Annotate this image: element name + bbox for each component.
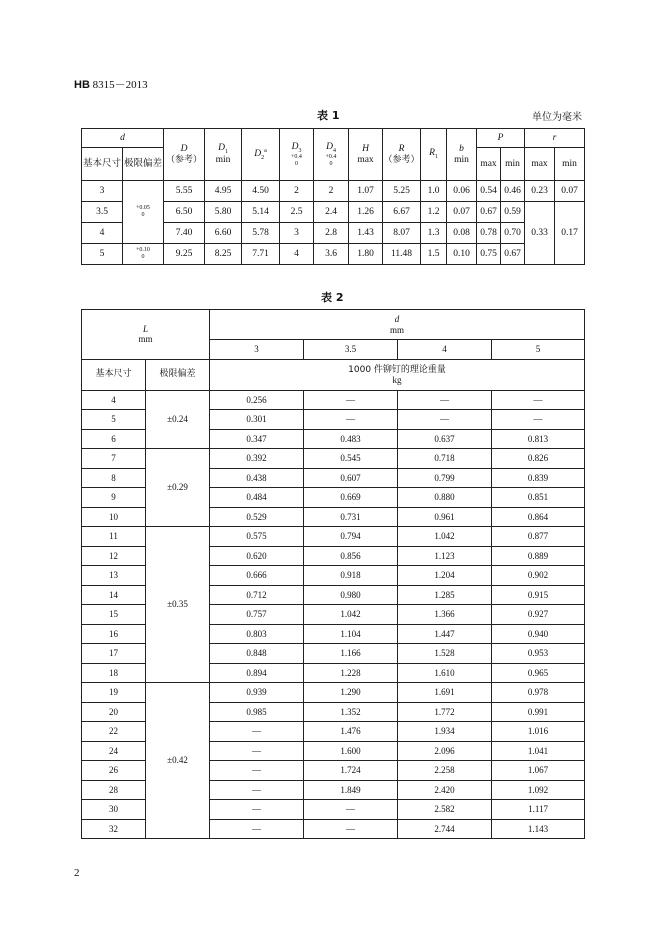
t1-cell: 2.5 bbox=[280, 202, 314, 223]
t1-tol-b: +0.10 0 bbox=[123, 244, 164, 265]
weight-cell: 0.607 bbox=[304, 468, 398, 488]
deviation-cell: ±0.24 bbox=[146, 390, 210, 449]
table1 bbox=[81, 128, 585, 265]
t2-head-L: L mm bbox=[82, 310, 210, 360]
weight-cell: 0.392 bbox=[210, 449, 304, 469]
t1-head-H: H max bbox=[349, 129, 383, 181]
weight-cell: 0.575 bbox=[210, 527, 304, 547]
weight-cell: 0.826 bbox=[492, 449, 585, 469]
length-cell: 30 bbox=[82, 800, 146, 820]
weight-cell: 1.447 bbox=[398, 624, 492, 644]
weight-cell: — bbox=[304, 800, 398, 820]
weight-cell: 0.889 bbox=[492, 546, 585, 566]
t1-cell: 3 bbox=[280, 223, 314, 244]
deviation-cell: ±0.42 bbox=[146, 683, 210, 839]
document-header bbox=[74, 76, 148, 92]
weight-cell: 0.545 bbox=[304, 449, 398, 469]
weight-cell: 0.864 bbox=[492, 507, 585, 527]
t1-head-D4: $D_4$ +0.4 0 bbox=[314, 129, 349, 181]
weight-cell: 0.484 bbox=[210, 488, 304, 508]
t1-cell: 1.2 bbox=[421, 202, 447, 223]
t1-head-p-max: max bbox=[477, 148, 501, 181]
length-cell: 14 bbox=[82, 585, 146, 605]
length-cell: 8 bbox=[82, 468, 146, 488]
page-number: 2 bbox=[74, 867, 80, 879]
weight-cell: 1.016 bbox=[492, 722, 585, 742]
length-cell: 16 bbox=[82, 624, 146, 644]
t1-head-dev: 极限偏差 bbox=[123, 148, 164, 181]
weight-cell: 1.849 bbox=[304, 780, 398, 800]
weight-cell: — bbox=[210, 819, 304, 839]
weight-cell: — bbox=[398, 410, 492, 430]
t1-cell: 4 bbox=[82, 223, 123, 244]
t1-cell: 0.59 bbox=[501, 202, 525, 223]
t1-cell: 5.78 bbox=[242, 223, 280, 244]
t1-cell: 4 bbox=[280, 244, 314, 265]
t1-cell: 0.67 bbox=[477, 202, 501, 223]
weight-cell: 0.799 bbox=[398, 468, 492, 488]
weight-cell: 0.256 bbox=[210, 390, 304, 410]
t1-head-D3: $D_3$ +0.4 0 bbox=[280, 129, 314, 181]
weight-cell: 1.042 bbox=[398, 527, 492, 547]
weight-cell: 0.666 bbox=[210, 566, 304, 586]
weight-cell: 0.877 bbox=[492, 527, 585, 547]
t1-cell: 2.8 bbox=[314, 223, 349, 244]
table-row bbox=[82, 683, 585, 703]
weight-cell: — bbox=[304, 819, 398, 839]
weight-cell: 1.166 bbox=[304, 644, 398, 664]
t1-cell: 0.08 bbox=[447, 223, 477, 244]
t1-cell: 3.5 bbox=[82, 202, 123, 223]
t1-cell: 0.54 bbox=[477, 181, 501, 202]
weight-cell: 1.041 bbox=[492, 741, 585, 761]
weight-cell: 0.902 bbox=[492, 566, 585, 586]
t1-cell: 5.55 bbox=[164, 181, 205, 202]
weight-cell: 0.961 bbox=[398, 507, 492, 527]
t2-head-d-value: 4 bbox=[398, 340, 492, 360]
t1-head-r-max: max bbox=[525, 148, 555, 181]
length-cell: 26 bbox=[82, 761, 146, 781]
length-cell: 15 bbox=[82, 605, 146, 625]
weight-cell: 2.420 bbox=[398, 780, 492, 800]
weight-cell: 1.476 bbox=[304, 722, 398, 742]
weight-cell: — bbox=[210, 761, 304, 781]
weight-cell: 2.096 bbox=[398, 741, 492, 761]
weight-cell: 0.529 bbox=[210, 507, 304, 527]
t1-r-min-merged: 0.17 bbox=[555, 202, 585, 265]
weight-cell: 1.724 bbox=[304, 761, 398, 781]
table-row bbox=[82, 527, 585, 547]
t1-cell: 0.67 bbox=[501, 244, 525, 265]
weight-cell: 1.528 bbox=[398, 644, 492, 664]
weight-cell: 0.915 bbox=[492, 585, 585, 605]
weight-cell: — bbox=[492, 390, 585, 410]
t1-cell: 8.25 bbox=[205, 244, 242, 265]
t1-cell: 11.48 bbox=[383, 244, 421, 265]
weight-cell: 1.600 bbox=[304, 741, 398, 761]
t1-cell: 3 bbox=[82, 181, 123, 202]
weight-cell: 0.985 bbox=[210, 702, 304, 722]
weight-cell: 0.347 bbox=[210, 429, 304, 449]
table-row bbox=[82, 181, 585, 202]
length-cell: 22 bbox=[82, 722, 146, 742]
t1-cell: 1.0 bbox=[421, 181, 447, 202]
t1-head-R1: $R_1$ bbox=[421, 129, 447, 181]
weight-cell: — bbox=[398, 390, 492, 410]
t1-head-r-min: min bbox=[555, 148, 585, 181]
weight-cell: — bbox=[210, 722, 304, 742]
weight-cell: — bbox=[210, 800, 304, 820]
t1-head-R: R （参考） bbox=[383, 129, 421, 181]
t2-head-dev: 极限偏差 bbox=[146, 359, 210, 390]
weight-cell: 0.839 bbox=[492, 468, 585, 488]
t1-cell: 6.67 bbox=[383, 202, 421, 223]
length-cell: 32 bbox=[82, 819, 146, 839]
weight-cell: 0.637 bbox=[398, 429, 492, 449]
weight-cell: 1.123 bbox=[398, 546, 492, 566]
weight-cell: 1.285 bbox=[398, 585, 492, 605]
t1-head-b: b min bbox=[447, 129, 477, 181]
t1-cell: 5.14 bbox=[242, 202, 280, 223]
t2-head-basic: 基本尺寸 bbox=[82, 359, 146, 390]
length-cell: 19 bbox=[82, 683, 146, 703]
t1-cell: 2 bbox=[314, 181, 349, 202]
t1-cell: 1.26 bbox=[349, 202, 383, 223]
t1-cell: 5.80 bbox=[205, 202, 242, 223]
t1-cell: 0.07 bbox=[555, 181, 585, 202]
weight-cell: 0.965 bbox=[492, 663, 585, 683]
t1-head-p-min: min bbox=[501, 148, 525, 181]
weight-cell: 0.980 bbox=[304, 585, 398, 605]
length-cell: 6 bbox=[82, 429, 146, 449]
standard-code: HB bbox=[74, 79, 90, 91]
t1-cell: 8.07 bbox=[383, 223, 421, 244]
weight-cell: 0.940 bbox=[492, 624, 585, 644]
t1-cell: 0.75 bbox=[477, 244, 501, 265]
weight-cell: 1.092 bbox=[492, 780, 585, 800]
t1-cell: 1.3 bbox=[421, 223, 447, 244]
weight-cell: 0.803 bbox=[210, 624, 304, 644]
length-cell: 20 bbox=[82, 702, 146, 722]
t1-cell: 0.06 bbox=[447, 181, 477, 202]
t1-cell: 0.10 bbox=[447, 244, 477, 265]
weight-cell: — bbox=[492, 410, 585, 430]
weight-cell: 0.851 bbox=[492, 488, 585, 508]
weight-cell: 0.927 bbox=[492, 605, 585, 625]
weight-cell: 1.691 bbox=[398, 683, 492, 703]
t1-cell: 0.78 bbox=[477, 223, 501, 244]
table1-title: 表 1 bbox=[317, 109, 340, 122]
t1-head-d: d bbox=[82, 129, 164, 148]
length-cell: 5 bbox=[82, 410, 146, 430]
t1-cell: 9.25 bbox=[164, 244, 205, 265]
length-cell: 17 bbox=[82, 644, 146, 664]
t1-head-r: r bbox=[525, 129, 585, 148]
weight-cell: 0.848 bbox=[210, 644, 304, 664]
unit-note: 单位为毫米 bbox=[532, 112, 582, 123]
t1-cell: 1.80 bbox=[349, 244, 383, 265]
weight-cell: 1.104 bbox=[304, 624, 398, 644]
t2-head-d-value: 5 bbox=[492, 340, 585, 360]
deviation-cell: ±0.35 bbox=[146, 527, 210, 683]
weight-cell: 0.669 bbox=[304, 488, 398, 508]
t1-cell: 7.40 bbox=[164, 223, 205, 244]
weight-cell: 0.620 bbox=[210, 546, 304, 566]
length-cell: 11 bbox=[82, 527, 146, 547]
weight-cell: 0.794 bbox=[304, 527, 398, 547]
weight-cell: 1.934 bbox=[398, 722, 492, 742]
weight-cell: 0.880 bbox=[398, 488, 492, 508]
weight-cell: 2.258 bbox=[398, 761, 492, 781]
t1-cell: 7.71 bbox=[242, 244, 280, 265]
weight-cell: 1.117 bbox=[492, 800, 585, 820]
weight-cell: 1.228 bbox=[304, 663, 398, 683]
t1-head-D1: $D_1$ min bbox=[205, 129, 242, 181]
weight-cell: 0.856 bbox=[304, 546, 398, 566]
t1-head-P: P bbox=[477, 129, 525, 148]
weight-cell: — bbox=[210, 741, 304, 761]
weight-cell: 0.438 bbox=[210, 468, 304, 488]
weight-cell: 0.757 bbox=[210, 605, 304, 625]
length-cell: 4 bbox=[82, 390, 146, 410]
weight-cell: 0.918 bbox=[304, 566, 398, 586]
t1-cell: 0.46 bbox=[501, 181, 525, 202]
t2-head-d-value: 3 bbox=[210, 340, 304, 360]
weight-cell: 0.953 bbox=[492, 644, 585, 664]
weight-cell: 0.978 bbox=[492, 683, 585, 703]
t1-head-D2: $D_2^a$ bbox=[242, 129, 280, 181]
t1-cell: 1.07 bbox=[349, 181, 383, 202]
t2-head-d: d mm bbox=[210, 310, 585, 340]
t1-cell: 2 bbox=[280, 181, 314, 202]
weight-cell: 1.290 bbox=[304, 683, 398, 703]
weight-cell: 1.067 bbox=[492, 761, 585, 781]
weight-cell: 0.894 bbox=[210, 663, 304, 683]
weight-cell: 1.352 bbox=[304, 702, 398, 722]
t1-cell: 4.95 bbox=[205, 181, 242, 202]
t1-cell: 1.43 bbox=[349, 223, 383, 244]
weight-cell: 0.712 bbox=[210, 585, 304, 605]
t1-cell: 0.07 bbox=[447, 202, 477, 223]
length-cell: 28 bbox=[82, 780, 146, 800]
weight-cell: 1.143 bbox=[492, 819, 585, 839]
weight-cell: 0.731 bbox=[304, 507, 398, 527]
standard-number: 8315－2013 bbox=[92, 79, 148, 91]
weight-cell: — bbox=[304, 410, 398, 430]
t1-r-max-merged: 0.33 bbox=[525, 202, 555, 265]
weight-cell: 2.582 bbox=[398, 800, 492, 820]
weight-cell: 0.718 bbox=[398, 449, 492, 469]
t2-head-weight: 1000 件铆钉的理论重量 kg bbox=[210, 359, 585, 390]
t1-cell: 4.50 bbox=[242, 181, 280, 202]
weight-cell: 1.204 bbox=[398, 566, 492, 586]
t1-head-basic: 基本尺寸 bbox=[82, 148, 123, 181]
table-row bbox=[82, 244, 585, 265]
weight-cell: — bbox=[210, 780, 304, 800]
table-row bbox=[82, 449, 585, 469]
weight-cell: 0.483 bbox=[304, 429, 398, 449]
weight-cell: 0.939 bbox=[210, 683, 304, 703]
weight-cell: 1.610 bbox=[398, 663, 492, 683]
t2-head-d-value: 3.5 bbox=[304, 340, 398, 360]
length-cell: 24 bbox=[82, 741, 146, 761]
length-cell: 10 bbox=[82, 507, 146, 527]
t1-cell: 0.70 bbox=[501, 223, 525, 244]
weight-cell: 0.991 bbox=[492, 702, 585, 722]
length-cell: 7 bbox=[82, 449, 146, 469]
deviation-cell: ±0.29 bbox=[146, 449, 210, 527]
weight-cell: 2.744 bbox=[398, 819, 492, 839]
weight-cell: — bbox=[304, 390, 398, 410]
length-cell: 18 bbox=[82, 663, 146, 683]
weight-cell: 0.301 bbox=[210, 410, 304, 430]
length-cell: 13 bbox=[82, 566, 146, 586]
t1-cell: 2.4 bbox=[314, 202, 349, 223]
t1-head-D: D （参考） bbox=[164, 129, 205, 181]
weight-cell: 1.366 bbox=[398, 605, 492, 625]
t1-cell: 5.25 bbox=[383, 181, 421, 202]
weight-cell: 1.772 bbox=[398, 702, 492, 722]
weight-cell: 0.813 bbox=[492, 429, 585, 449]
table-row bbox=[82, 390, 585, 410]
t1-tol-a: +0.05 0 bbox=[123, 181, 164, 244]
table2-title: 表 2 bbox=[321, 291, 344, 304]
weight-cell: 1.042 bbox=[304, 605, 398, 625]
t1-cell: 3.6 bbox=[314, 244, 349, 265]
t1-cell: 1.5 bbox=[421, 244, 447, 265]
t1-cell: 5 bbox=[82, 244, 123, 265]
t1-cell: 0.23 bbox=[525, 181, 555, 202]
t1-cell: 6.50 bbox=[164, 202, 205, 223]
t1-cell: 6.60 bbox=[205, 223, 242, 244]
table2 bbox=[81, 309, 585, 839]
length-cell: 9 bbox=[82, 488, 146, 508]
length-cell: 12 bbox=[82, 546, 146, 566]
